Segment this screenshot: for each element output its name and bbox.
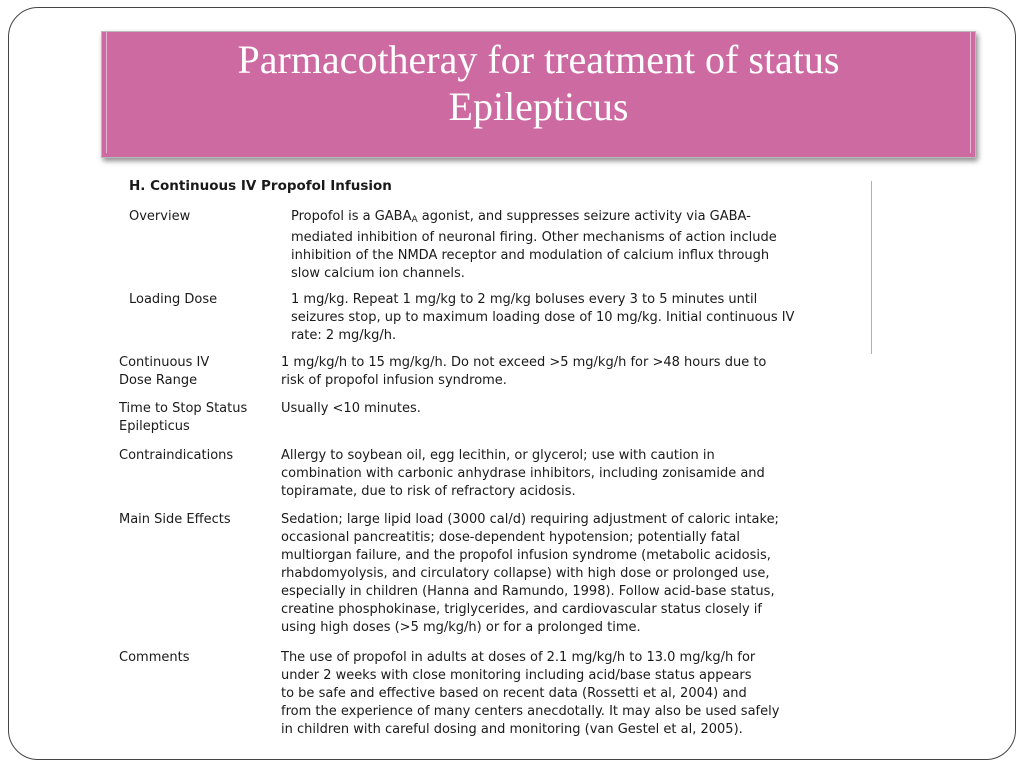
row-value [281,649,779,739]
row-value-line: rhabdomyolysis, and circulatory collapse) with high dose or prolonged use, [281,566,770,581]
row-label-line: Overview [129,209,191,224]
section-heading: H. Continuous IV Propofol Infusion [129,178,392,194]
subscript-a: A [411,215,418,225]
scan-edge-rule [871,181,872,354]
row-label-line: Main Side Effects [119,512,231,527]
row-value-line: slow calcium ion channels. [291,266,465,281]
row-value-line: mediated inhibition of neuronal firing. Other mechanisms of action include [291,230,777,245]
row-label [129,208,190,226]
row-value-line: Allergy to soybean oil, egg lecithin, or glycerol; use with caution in [281,448,715,463]
row-value-line: seizures stop, up to maximum loading dose of 10 mg/kg. Initial continuous IV [291,310,795,325]
row-value [281,511,779,637]
row-label [129,291,217,309]
row-label [119,400,247,436]
row-label-line: Dose Range [119,373,198,388]
row-value-line: Sedation; large lipid load (3000 cal/d) requiring adjustment of caloric intake; [281,512,779,527]
row-value-line: multiorgan failure, and the propofol infusion syndrome (metabolic acidosis, [281,548,771,563]
row-value-line: to be safe and effective based on recent data (Rossetti et al, 2004) and [281,686,747,701]
row-value [291,291,794,345]
slide-title-line-2: Epilepticus [448,84,629,129]
row-value-line: especially in children (Hanna and Ramundo, 1998). Follow acid-base status, [281,584,775,599]
row-value-line: using high doses (>5 mg/kg/h) or for a prolonged time. [281,620,641,635]
row-label-line: Epilepticus [119,419,190,434]
row-value [281,354,766,390]
row-label-line: Time to Stop Status [119,401,248,416]
row-value-line: Usually <10 minutes. [281,401,421,416]
row-value-line: Propofol is a $GABA_A$ agonist, and suppresses seizure activity via GABA- [291,209,751,225]
row-label [119,354,209,390]
row-label [119,511,231,529]
row-value-line: 1 mg/kg/h to 15 mg/kg/h. Do not exceed >5 mg/kg/h for >48 hours due to [281,355,767,370]
row-label [119,649,189,667]
row-value-line: topiramate, due to risk of refractory acidosis. [281,484,576,499]
row-value [281,400,421,418]
row-value-line: under 2 weeks with close monitoring including acid/base status appears [281,668,752,683]
row-label-line: Continuous IV [119,355,210,370]
row-value-line: rate: 2 mg/kg/h. [291,328,397,343]
row-value-line: inhibition of the NMDA receptor and modulation of calcium influx through [291,248,770,263]
row-label-line: Contraindications [119,448,234,463]
row-value [281,447,765,501]
row-value-line: occasional pancreatitis; dose-dependent hypotension; potentially fatal [281,530,741,545]
row-value-line: combination with carbonic anhydrase inhibitors, including zonisamide and [281,466,765,481]
row-value-line: in children with careful dosing and monitoring (van Gestel et al, 2005). [281,722,743,737]
slide-title-line-1: Parmacotheray for treatment of status [237,37,840,82]
row-label-line: Comments [119,650,190,665]
row-value-line: 1 mg/kg. Repeat 1 mg/kg to 2 mg/kg boluses every 3 to 5 minutes until [291,292,758,307]
row-label [119,447,233,465]
row-label-line: Loading Dose [129,292,218,307]
row-value [291,208,777,283]
row-value-line: The use of propofol in adults at doses of 2.1 mg/kg/h to 13.0 mg/kg/h for [281,650,756,665]
row-value-line: risk of propofol infusion syndrome. [281,373,507,388]
row-value-line: from the experience of many centers anecdotally. It may also be used safely [281,704,780,719]
row-value-line: creatine phosphokinase, triglycerides, and cardiovascular status closely if [281,602,762,617]
